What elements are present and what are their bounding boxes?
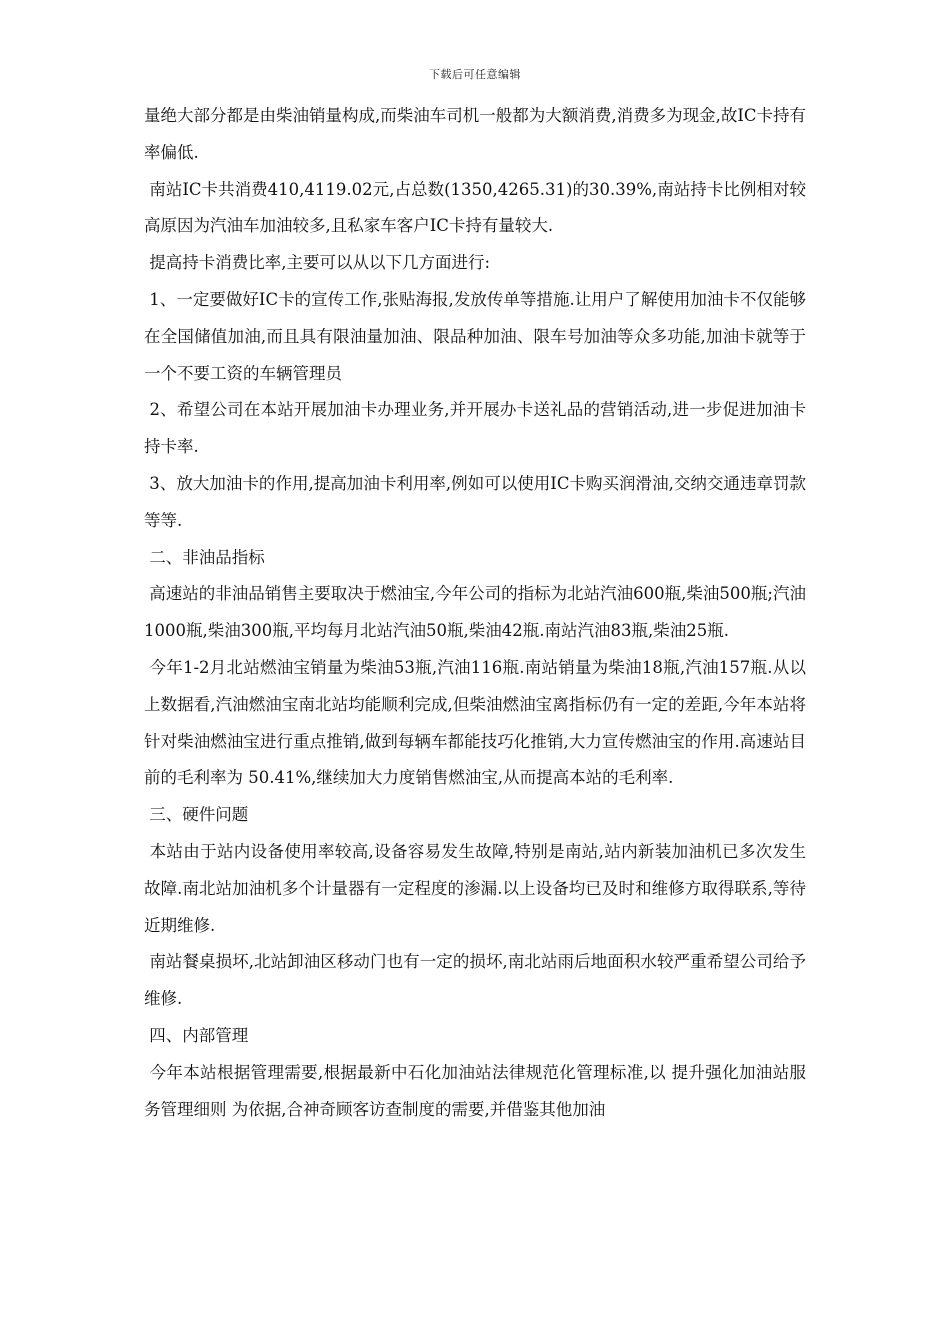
paragraph-non-oil-targets: 高速站的非油品销售主要取决于燃油宝,今年公司的指标为北站汽油600瓶,柴油500瓶;汽油1000瓶,柴油300瓶,平均每月北站汽油50瓶,柴油42瓶.南站汽油83瓶,柴油25瓶.	[144, 584, 806, 641]
paragraph-improve-card-ratio: 提高持卡消费比率,主要可以从以下几方面进行:	[144, 253, 491, 273]
section-heading-internal-management: 四、内部管理	[144, 1025, 249, 1045]
paragraph-ic-card-diesel: 量绝大部分都是由柴油销量构成,而柴油车司机一般都为大额消费,消费多为现金,故IC卡持有率偏低.	[144, 106, 806, 162]
paragraph-south-station-ic-consumption: 南站IC卡共消费410,4119.02元,占总数(1350,4265.31)的30.39%,南站持卡比例相对较高原因为汽油车加油较多,且私家车客户IC卡持有量较大.	[144, 179, 806, 236]
paragraph-hardware-faults: 本站由于站内设备使用率较高,设备容易发生故障,特别是南站,站内新装加油机已多次发生故障.南北站加油机多个计量器有一定程度的渗漏.以上设备均已及时和维修方取得联系,等待近期维修.	[144, 841, 806, 935]
page-header-note: 下载后可任意编辑	[429, 68, 521, 81]
paragraph-non-oil-sales: 今年1-2月北站燃油宝销量为柴油53瓶,汽油116瓶.南站销量为柴油18瓶,汽油157瓶.从以上数据看,汽油燃油宝南北站均能顺利完成,但柴油燃油宝离指标仍有一定的差距,今年本站将针对柴油燃油宝进行重点推销,做到每辆车都能技巧化推销,大力宣传燃油宝的作用.高速站目前的毛利率为 50.41%,继续加大力度销售燃油宝,从而提高本站的毛利率.	[144, 657, 806, 788]
paragraph-repairs-needed: 南站餐桌损坏,北站卸油区移动门也有一定的损坏,南北站雨后地面积水较严重希望公司给予维修.	[144, 952, 806, 1009]
paragraph-item-2-card-business: 2、希望公司在本站开展加油卡办理业务,并开展办卡送礼品的营销活动,进一步促进加油卡持卡率.	[144, 400, 806, 457]
section-heading-hardware: 三、硬件问题	[144, 805, 249, 825]
document-body	[144, 98, 806, 1128]
section-heading-non-oil: 二、非油品指标	[144, 547, 265, 567]
paragraph-internal-management: 今年本站根据管理需要,根据最新中石化加油站法律规范化管理标准,以 提升强化加油站服务管理细则 为依据,合神奇顾客访查制度的需要,并借鉴其他加油	[144, 1062, 806, 1119]
paragraph-item-3-card-usage: 3、放大加油卡的作用,提高加油卡利用率,例如可以使用IC卡购买润滑油,交纳交通违章罚款等等.	[144, 473, 807, 530]
paragraph-item-1-promotion: 1、一定要做好IC卡的宣传工作,张贴海报,发放传单等措施.让用户了解使用加油卡不仅能够在全国储值加油,而且具有限油量加油、限品种加油、限车号加油等众多功能,加油卡就等于一个不要工资的车辆管理员	[144, 289, 807, 383]
